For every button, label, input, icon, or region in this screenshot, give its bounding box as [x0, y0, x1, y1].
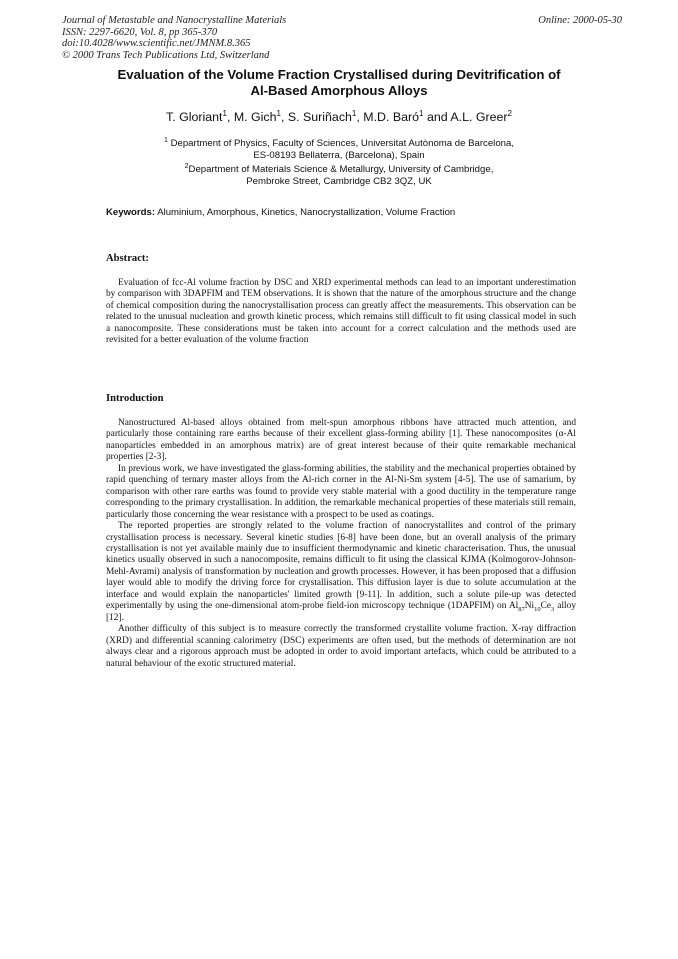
affiliation-line: ES-08193 Bellaterra, (Barcelona), Spain: [253, 150, 425, 162]
author-name: M.D. Baró: [363, 110, 420, 124]
keywords-label: Keywords:: [106, 207, 156, 218]
keywords-text: Aluminium, Amorphous, Kinetics, Nanocrystallization, Volume Fraction: [157, 207, 456, 218]
author-affiliation-mark: 1: [222, 108, 227, 118]
affiliation-mark: 1: [164, 136, 168, 144]
journal-copyright: © 2000 Trans Tech Publications Ltd, Switzerland: [62, 49, 270, 61]
introduction-body: [106, 418, 576, 670]
author-affiliation-mark: 1: [419, 108, 424, 118]
journal-issn: ISSN: 2297-6620, Vol. 8, pp 365-370: [62, 26, 218, 38]
author-name: M. Gich: [233, 110, 277, 124]
author-separator: and: [423, 110, 451, 124]
affiliation-2: [60, 164, 618, 189]
author-affiliation-mark: 1: [351, 108, 357, 118]
abstract-paragraph: Evaluation of fcc-Al volume fraction by DSC and XRD experimental methods can lead to an important underestimation by comparison with 3DAPFIM and TEM observations. It is shown that the nature of the amorphous structure and the change of chemical composition during the nanocrystallisation process can greatly affect the measurements. This observation can be related to the unusual nucleation and growth kinetic process, which remains still difficult to fit using classical model in such a nanocomposite. These considerations must be taken into account for a correct calculation and the methods used are revisited for a better evaluation of the volume fraction: [106, 278, 576, 346]
author-separator: ,: [356, 110, 364, 124]
keywords: [106, 207, 576, 219]
author-name: A.L. Greer: [450, 110, 508, 124]
alloy-formula: $Al_{87}Ni_{10}Ce_3$: [508, 601, 555, 614]
intro-paragraph-2: In previous work, we have investigated the glass-forming abilities, the stability and the mechanical properties obtained by rapid quenching of ternary master alloys from the Al-rich corner in the Al-Ni-Sm system [4-5]. The use of samarium, by comparison with other rare earths was found to provide very stable material with a good ductility in the temperature range corresponding to the primary crystallisation. In addition, the remarkable mechanical properties of these materials still remain, particularly those concerning the wear resistance with a prospect to be used as coatings.: [106, 463, 576, 520]
journal-doi[interactable]: doi:10.4028/www.scientific.net/JMNM.8.365: [62, 38, 251, 49]
author-list: [60, 110, 618, 125]
title-line-1: Evaluation of the Volume Fraction Crystallised during Devitrification of: [117, 67, 561, 82]
affiliation-line: Department of Materials Science & Metallurgy, University of Cambridge,: [188, 164, 494, 175]
introduction-heading: Introduction: [106, 393, 164, 404]
affiliation-1: [60, 138, 618, 163]
author-name: S. Suriñach: [287, 110, 352, 124]
journal-header: [62, 15, 622, 61]
affiliation-line: Department of Physics, Faculty of Sciences, Universitat Autònoma de Barcelona,: [170, 138, 514, 149]
affiliation-line: Pembroke Street, Cambridge CB2 3QZ, UK: [246, 176, 432, 188]
author-affiliation-mark: 2: [507, 108, 512, 118]
journal-name: Journal of Metastable and Nanocrystalline Materials: [62, 15, 287, 26]
author-separator: ,: [226, 110, 234, 124]
author-name: T. Gloriant: [166, 110, 223, 124]
intro-paragraph-3-text: The reported properties are strongly related to the volume fraction of nanocrystallites and control of the primary crystallisation process is necessary. Several kinetic studies [6-8] have been done, but an overall analysis of the primary crystallisation is not yet available mainly due to insufficient thermodynamic and kinetic characterisation. Thus, the unusual kinetics usually observed in such a nanocomposite, remains difficult to fit using the classical KJMA (Kolmogorov-Johnson-Mehl-Avrami) analysis of transformation by nucleation and growth processes. However, it has been proposed that a diffusion layer would able to modify the driving force for crystallisation. This diffusion layer is due to solute accumulation at the interface and would explain the nanoparticles' limited growth [9-11]. In addition, such a solute pile-up was detected experimentally by using the one-dimensional atom-probe field-ion microscopy technique (1DAPFIM) on: [106, 521, 576, 612]
abstract-body: [106, 278, 576, 347]
author-separator: ,: [280, 110, 288, 124]
intro-paragraph-3-end: alloy [12].: [106, 601, 576, 623]
intro-paragraph-1: Nanostructured Al-based alloys obtained from melt-spun amorphous ribbons have attracted much attention, and particularly those containing rare earths because of their excellent glass-forming ability [1]. These nanocomposites (α-Al nanoparticles embedded in an amorphous matrix) are of great interest because of their quite remarkable mechanical properties [2-3].: [106, 418, 576, 463]
affiliation-mark: 2: [184, 162, 189, 170]
intro-paragraph-4: Another difficulty of this subject is to measure correctly the transformed crystallite volume fraction. X-ray diffraction (XRD) and differential scanning calorimetry (DSC) experiments are often used, but the methods of determination are not always clear and a rigorous approach must be adopted in order to avoid important artefacts, which could be attributed to a natural behaviour of the exotic structured material.: [106, 624, 576, 669]
online-date: Online: 2000-05-30: [538, 15, 622, 26]
title-line-2: Al-Based Amorphous Alloys: [250, 82, 428, 98]
paper-title: [70, 67, 608, 98]
author-affiliation-mark: 1: [276, 108, 281, 118]
abstract-heading: Abstract:: [106, 253, 149, 264]
intro-paragraph-3: [106, 521, 576, 624]
